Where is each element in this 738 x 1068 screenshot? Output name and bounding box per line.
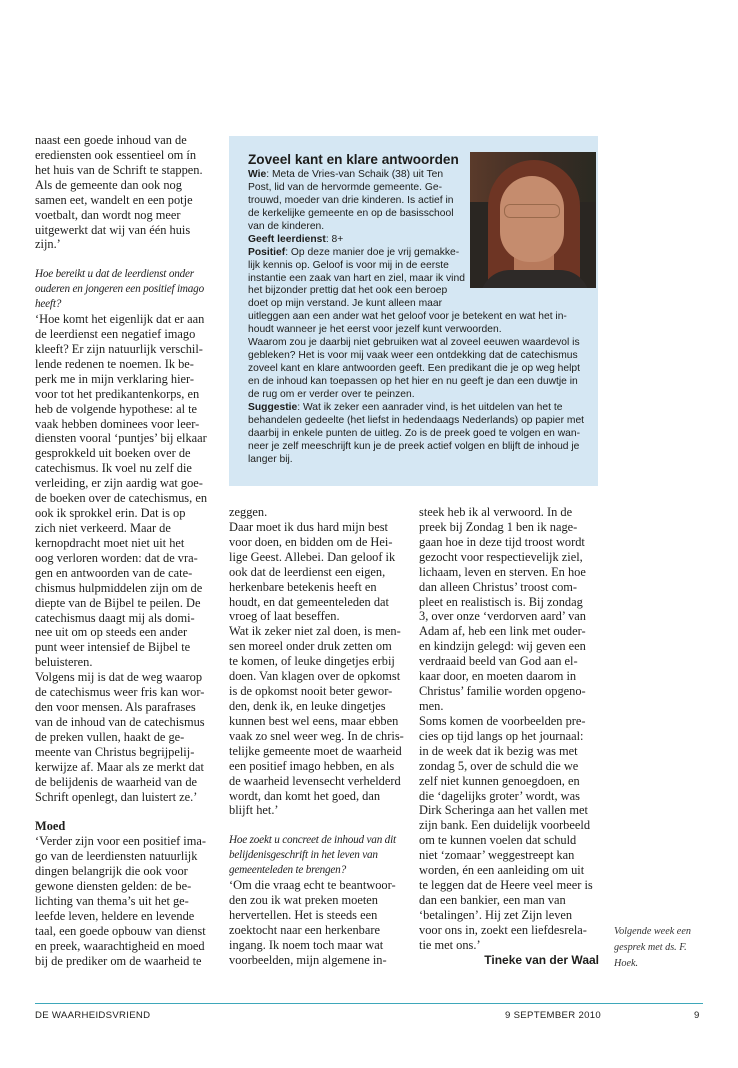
body-text-line: diensten vooral ‘puntjes’ bij elkaar [35,431,207,446]
body-text-line: lichting van thema’s uit het ge- [35,894,189,909]
sidebar-box [229,136,598,486]
body-text-line: pleet en realistisch is. Bij zondag [419,594,583,609]
body-text-line: beluisteren. [35,655,93,670]
body-text-line: go van de leerdiensten natuurlijk [35,849,198,864]
body-text-line: perk me in mijn verklaring hier- [35,371,195,386]
note-line: Volgende week een [614,926,691,937]
box-field-text: trouwd, moeder van drie kinderen. Is actief in [248,194,454,206]
body-text-line: Volgens mij is dat de weg waarop [35,670,203,685]
interview-question-line: gemeenteleden te brengen? [229,864,346,877]
note-line: gesprek met ds. F. [614,942,687,953]
body-text-line: ingang. Ik noem toch maar wat [229,937,384,952]
body-text-line [35,252,215,267]
body-text-line: herkenbare betekenis heeft en [229,579,377,594]
page-number: 9 [694,1010,700,1021]
box-field-text: Post, lid van de hervormde gemeente. Ge- [248,181,443,193]
body-text-line: samen eet, wandelt en een potje [35,192,193,207]
body-text-line: zijn.’ [35,237,61,252]
body-text-line: men. [419,698,444,713]
body-text-line [35,804,215,819]
interview-question-line: Hoe zoekt u concreet de inhoud van dit [229,834,396,847]
body-text-line: verleiding, er zijn aardig wat goe- [35,476,203,491]
box-field-text: langer bij. [248,453,293,465]
note-line: Hoek. [614,958,639,969]
body-text-line: ‘betalingen’. Hij zet Zijn leven [419,907,573,922]
body-text-line: dan alleen Christus’ troost com- [419,579,578,594]
box-text-line [248,389,584,402]
box-text-line [248,208,584,221]
box-text-line [248,298,584,311]
body-text-line: Als de gemeente dan ook nog [35,177,182,192]
body-text-line: het huis van de Schrift te stappen. [35,162,203,177]
author-byline: Tineke van der Waal [484,952,599,967]
box-body [248,169,584,467]
body-text-line: den zou ik wat preken moeten [229,892,378,907]
body-text-line: wordt, dan komt het goed, dan [229,788,381,803]
body-text-line: uitgewerkt dat wij van één huis [35,222,191,237]
box-field-text: de kerkelijke gemeente en op de basisschool [248,207,454,219]
body-text-line: ‘Verder zijn voor een positief ima- [35,834,206,849]
box-text-line [248,350,584,363]
box-text-line [248,247,584,260]
body-text-line: voor tot het predikantenkorps, en [35,386,200,401]
box-text-line [248,402,584,415]
body-text-line: de belijdenis de waarheid van de [35,774,198,789]
body-text-line: diepte van de Bijbel te peilen. De [35,595,201,610]
body-text-line: voor ons in, zoekt een liefdesrela- [419,922,587,937]
box-text-line [248,260,584,273]
box-field-text: Waarom zou je daarbij niet gebruiken wat al zoveel eeuwen waardevol is [248,337,580,349]
body-text-line: en kindzijn gelegd: wij geven een [419,639,586,654]
box-field-text: uitleggen aan een ander wat het geloof voor je betekent en wat het in- [248,311,567,323]
body-text-line: nee uit om op steeds een ander [35,625,188,640]
article-column-3 [419,505,599,968]
box-field-text: daarbij in enkele punten de uitleg. Zo is de preek goed te volgen en wan- [248,427,581,439]
body-text-line: lige Geest. Allebei. Dan geloof ik [229,549,396,564]
box-text-line [248,324,584,337]
body-text-line: erediensten ook essentieel om ín [35,147,197,162]
body-text-line: niet ‘zomaar’ weggestreept kan [419,848,575,863]
body-text-line: de preken vullen, haakt de ge- [35,729,185,744]
body-text-line: ook ik sprokkel erin. Dat is op [35,506,186,521]
section-heading: Moed [35,819,66,834]
body-text-line: Wat ik zeker niet zal doen, is men- [229,624,401,639]
body-text-line: om te kunnen voelen dat schuld [419,833,577,848]
box-text-line [248,337,584,350]
box-field-text: van de kinderen. [248,220,325,232]
body-text-line: Christus’ familie worden opgeno- [419,684,586,699]
box-text-line [248,234,584,247]
body-text-line: zeggen. [229,505,268,519]
body-text-line: gen en antwoorden van de cate- [35,565,193,580]
body-text-line: is de opkomst nooit beter gewor- [229,684,393,699]
body-text-line: preek bij Zondag 1 ben ik nage- [419,519,578,534]
footer-divider [35,1003,703,1004]
body-text-line: voorbeelden, mijn algemene in- [229,952,387,967]
body-text-line: worden, én een aanleiding om uit [419,863,585,878]
body-text-line: catechismus. Ik voel nu zelf die [35,461,192,476]
body-text-line: Daar moet ik dus hard mijn best [229,519,388,534]
next-week-note [614,924,709,972]
body-text-line: doen. Van klagen over de opkomst [229,669,401,684]
body-text-line: chismus hulpmiddelen zijn om de [35,580,203,595]
body-text-line: leefde leven, heldere en levende [35,908,195,923]
body-text-line: 3, over onze ‘verdorven aard’ van [419,609,586,624]
body-text-line: dan een bankier, een man van [419,892,566,907]
body-text-line: Soms komen de voorbeelden pre- [419,713,586,728]
body-text-line: kleeft? Er zijn natuurlijk verschil- [35,341,203,356]
body-text-line: lende redenen te noemen. Ik be- [35,356,194,371]
box-text-line [248,285,584,298]
box-text-line [248,221,584,234]
body-text-line: gaan hoe in deze tijd troost wordt [419,534,585,549]
body-text-line: den voor mensen. Als parafrases [35,700,196,715]
body-text-line: vaak hebben dominees voor leer- [35,416,200,431]
body-text-line: cies op tijd langs op het journaal: [419,728,584,743]
box-field-label: Positief [248,246,286,258]
body-text-line: de catechismus weer fris kan wor- [35,685,205,700]
body-text-line: de leerdienst een negatief imago [35,326,196,341]
body-text-line: voetbalt, dan wordt nog meer [35,207,181,222]
body-text-line: de boeken over de catechismus, en [35,491,208,506]
body-text-line: den, denk ik, en leuke dingetjes [229,698,386,713]
body-text-line: houdt, en dat gemeenteleden dat [229,594,389,609]
body-text-line: de waarheid levensecht verhelderd [229,773,401,788]
body-text-line: gewone diensten gelden: de be- [35,879,192,894]
body-text-line: Schrift openlegt, dan luistert ze.’ [35,789,198,804]
body-text-line: een positief imago hebben, en als [229,758,395,773]
body-text-line: te leggen dat de Heere veel meer is [419,878,593,893]
body-text-line: die ‘dagelijks groter’ wordt, was [419,788,580,803]
body-text-line: zich niet verkeerd. Maar de [35,520,171,535]
body-text-line: bij de prediker om de waarheid te [35,953,202,968]
body-text-line: meente van Christus begrijpelij- [35,744,195,759]
body-text-line: punt weer intensief de Bijbel te [35,640,191,655]
body-text-line: en preek, waarachtigheid en moed [35,938,205,953]
body-text-line: Dirk Scheringa aan het vallen met [419,803,588,818]
box-field-text: de rug om er verder over te peinzen. [248,388,415,400]
box-text-line [248,182,584,195]
issue-date: 9 SEPTEMBER 2010 [505,1010,601,1021]
body-text-line: ‘Hoe komt het eigenlijk dat er aan [35,312,205,327]
body-text-line: kaar door, en moeten daarom in [419,669,577,684]
body-text-line: kerwijze af. Maar als ze merkt dat [35,759,204,774]
box-text-line [248,415,584,428]
box-field-text: houdt wanneer je het eerst voor jezelf kunt verwoorden. [248,324,502,336]
box-field-text: zoveel kant en klare antwoorden geeft. Een predikant die je op weg helpt [248,363,581,375]
body-text-line: verdraaid beeld van God aan el- [419,654,578,669]
box-text-line [248,169,584,182]
interview-question-line: ouderen en jongeren een positief imago [35,283,204,296]
body-text-line: blijft het.’ [229,803,279,818]
body-text-line: tie met ons.’ [419,937,481,952]
body-text-line: zelf niet kunnen genoegdoen, en [419,773,580,788]
body-text-line: taal, een goede opbouw van dienst [35,923,206,938]
body-text-line: zijn bank. Een duidelijk voorbeeld [419,818,591,833]
body-text-line: kernopdracht moet niet uit het [35,535,185,550]
box-text-line [248,273,584,286]
box-field-label: Geeft leerdienst [248,233,326,245]
box-text-line [248,363,584,376]
body-text-line: ook dat de leerdienst een eigen, [229,564,386,579]
interview-question-line: Hoe bereikt u dat de leerdienst onder [35,268,194,281]
body-text-line: hervertellen. Het is steeds een [229,907,378,922]
article-column-1 [35,133,215,969]
body-text-line: van de inhoud van de catechismus [35,714,205,729]
body-text-line: dingen belangrijk die ook voor [35,864,188,879]
box-field-text: lijk kennis op. Geloof is voor mij in de eerste [248,259,449,271]
body-text-line: oog verloren worden: dat de vra- [35,550,198,565]
body-text-line [229,818,409,833]
article-column-2 [229,505,409,968]
box-field-text: : Op deze manier doe je vrij gemakke- [285,246,460,258]
body-text-line: zoektocht naar een herkenbare [229,922,381,937]
body-text-line: naast een goede inhoud van de [35,133,187,147]
box-field-text: behandelen gedeelte (het liefst in hedendaags Nederlands) op papier met [248,414,585,426]
box-field-text: instantie een zaak van hart en ziel, maar ik vind [248,272,465,284]
box-text-line [248,311,584,324]
box-text-line [248,428,584,441]
body-text-line: in de week dat ik bezig was met [419,743,578,758]
body-text-line: heb de volgende hypothese: al te [35,401,198,416]
body-text-line: telijke gemeente moet de waarheid [229,743,402,758]
box-field-text: neer je zelf meeschrijft kun je de preek actief volgen en blijft de inhoud je [248,440,580,452]
box-title: Zoveel kant en klare antwoorden [248,152,459,167]
body-text-line: kunnen best wel eens, maar ebben [229,713,399,728]
box-text-line [248,195,584,208]
interview-question-line: belijdenisgeschrift in het leven van [229,849,378,862]
body-text-line: vroeg of laat beseffen. [229,609,340,624]
body-text-line: te komen, of leuke dingetjes erbij [229,654,395,669]
box-field-label: Wie [248,169,267,180]
box-field-text: : 8+ [325,233,344,245]
box-field-text: het bijzonder prettig dat het ook een beroep [248,285,448,297]
publication-name: DE WAARHEIDSVRIEND [35,1010,151,1021]
box-text-line [248,376,584,389]
box-field-label: Suggestie [248,401,298,413]
box-field-text: : Wat ik zeker een aanrader vind, is het uitdelen van het te [297,401,563,413]
box-text-line [248,454,584,467]
box-field-text: en de inhoud kan toepassen op het hier en nu geeft je dan een duwtje in [248,376,578,387]
body-text-line: gesprokkeld uit boeken over de [35,446,191,461]
body-text-line: Adam af, heb een link met ouder- [419,624,586,639]
body-text-line: sen moreel onder druk zetten om [229,639,392,654]
body-text-line: gezocht voor respectievelijk ziel, [419,549,583,564]
box-field-text: doet op mijn verstand. Je kunt alleen maar [248,298,443,310]
body-text-line: lichaam, leven en sterven. En hoe [419,564,586,579]
body-text-line: vaak zo snel weer weg. In de chris- [229,728,404,743]
body-text-line: steek heb ik al verwoord. In de [419,505,573,519]
body-text-line: catechismus daagt mij als domi- [35,610,195,625]
body-text-line: ‘Om die vraag echt te beantwoor- [229,878,396,893]
box-field-text: : Meta de Vries-van Schaik (38) uit Ten [266,169,444,180]
interview-question-line: heeft? [35,298,62,311]
box-text-line [248,441,584,454]
body-text-line: zondag 5, over de schuld die we [419,758,579,773]
body-text-line: voor doen, en bidden om de Hei- [229,534,393,549]
box-field-text: gebleken? Het is voor mij vaak weer een ontdekking dat de catechismus [248,350,578,362]
